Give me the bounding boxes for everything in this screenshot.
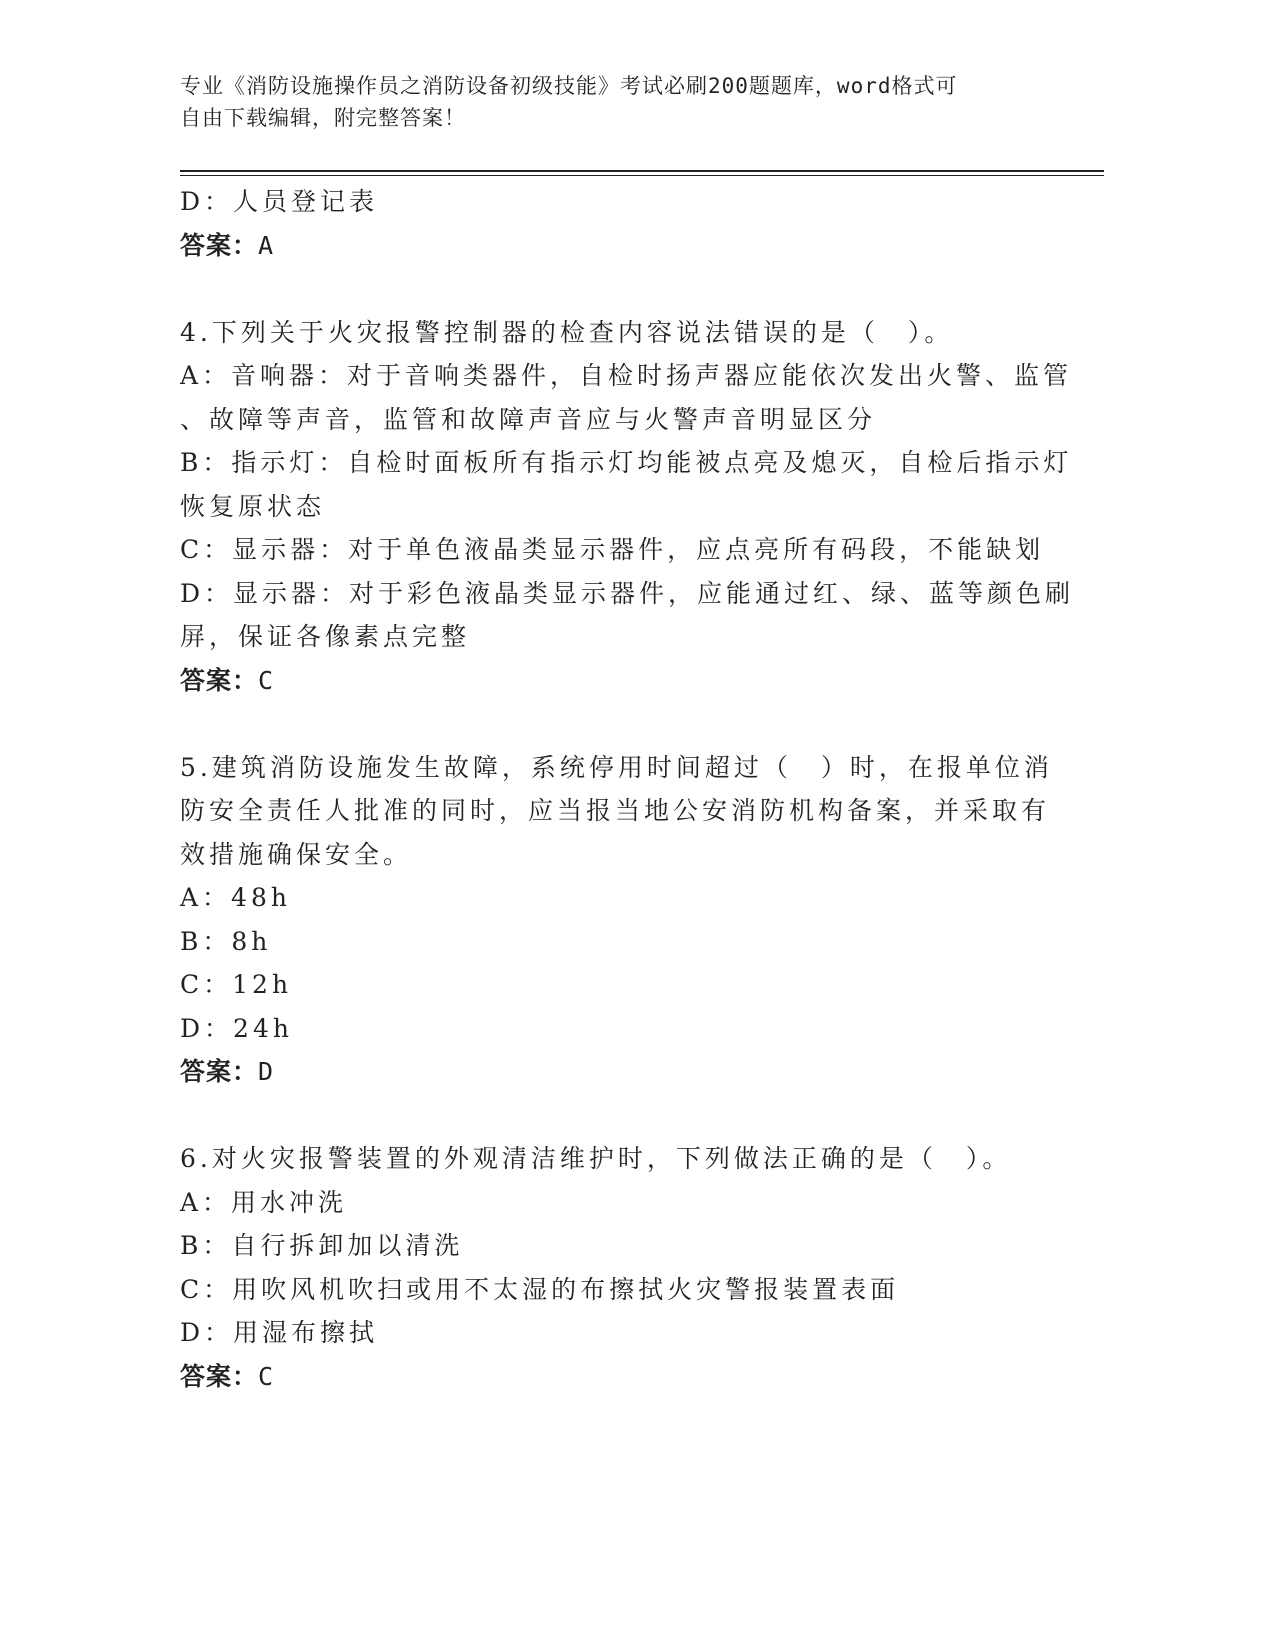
q5-answer-value: D xyxy=(258,1057,275,1086)
q4-option-b-line-1: B：指示灯：自检时面板所有指示灯均能被点亮及熄灭，自检后指示灯 xyxy=(180,448,1073,477)
answer-label: 答案： xyxy=(180,1361,259,1391)
q4-question: 4.下列关于火灾报警控制器的检查内容说法错误的是（ ）。 xyxy=(180,317,954,347)
q6-option-a: A：用水冲洗 xyxy=(180,1187,348,1217)
q5-question-line-3: 效措施确保安全。 xyxy=(180,839,413,869)
answer-label: 答案： xyxy=(180,1057,259,1086)
q6-answer xyxy=(180,1355,1080,1399)
q6-option-b: B：自行拆卸加以清洗 xyxy=(180,1231,464,1260)
q5-option-d: D：24h xyxy=(180,1013,293,1043)
q4-option-c: C：显示器：对于单色液晶类显示器件，应点亮所有码段，不能缺划 xyxy=(180,535,1045,564)
q5-question-line-1: 5.建筑消防设施发生故障，系统停用时间超过（ ）时，在报单位消 xyxy=(180,752,1053,782)
q4-option-d-line-2: 屏，保证各像素点完整 xyxy=(180,622,471,651)
q4-option-a-line-2: 、故障等声音，监管和故障声音应与火警声音明显区分 xyxy=(180,404,877,434)
question-6 xyxy=(180,1137,1080,1398)
question-4 xyxy=(180,311,1080,703)
header-title-line-1: 专业《消防设施操作员之消防设备初级技能》考试必刷200题题库，word格式可 xyxy=(180,74,958,98)
q3-answer xyxy=(180,224,1080,268)
header-title-line-2: 自由下载编辑，附完整答案！ xyxy=(180,106,466,130)
q6-answer-value: C xyxy=(258,1361,275,1391)
q4-option-d-line-1: D：显示器：对于彩色液晶类显示器件，应能通过红、绿、蓝等颜色刷 xyxy=(180,578,1075,608)
q6-option-d: D：用湿布擦拭 xyxy=(180,1318,379,1347)
q4-answer-value: C xyxy=(258,665,275,695)
q5-question-line-2: 防安全责任人批准的同时，应当报当地公安消防机构备案，并采取有 xyxy=(180,796,1051,825)
question-list xyxy=(180,180,1080,1398)
header-divider xyxy=(180,170,1104,176)
document-header xyxy=(180,70,1050,134)
q6-option-c: C：用吹风机吹扫或用不太湿的布擦拭火灾警报装置表面 xyxy=(180,1274,900,1304)
q5-option-b: B：8h xyxy=(180,926,272,956)
question-spacer xyxy=(180,1094,1080,1138)
q4-answer xyxy=(180,659,1080,703)
q5-option-c: C：12h xyxy=(180,970,293,999)
answer-label: 答案： xyxy=(180,230,259,260)
q5-answer xyxy=(180,1050,1080,1094)
q5-option-a: A：48h xyxy=(180,883,291,912)
q3-option-d: D：人员登记表 xyxy=(180,187,379,216)
question-spacer xyxy=(180,267,1080,311)
question-5 xyxy=(180,746,1080,1094)
q3-answer-value: A xyxy=(258,230,275,260)
question-3-tail xyxy=(180,180,1080,267)
q4-option-b-line-2: 恢复原状态 xyxy=(180,491,326,521)
q4-option-a-line-1: A：音响器：对于音响类器件，自检时扬声器应能依次发出火警、监管 xyxy=(180,361,1073,390)
q6-question: 6.对火灾报警装置的外观清洁维护时，下列做法正确的是（ ）。 xyxy=(180,1144,1012,1173)
answer-label: 答案： xyxy=(180,665,259,695)
question-spacer xyxy=(180,702,1080,746)
